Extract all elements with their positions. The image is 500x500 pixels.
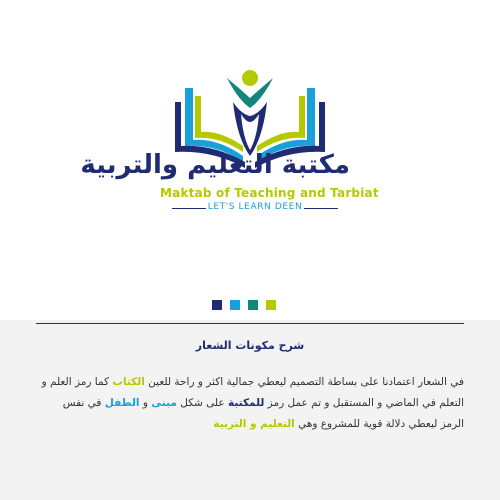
section-heading: شرح مكونات الشعار: [195, 339, 305, 352]
logo-tagline-row: [170, 202, 340, 216]
para-seg1: في الشعار اعتمادنا على بساطة التصميم ليعطي جمالية اكثر و راحة للعين: [144, 376, 464, 388]
logo-tagline: LET'S LEARN DEEN: [207, 202, 303, 212]
para-seg3: على شكل: [176, 397, 228, 409]
swatch-navy: [212, 300, 222, 310]
logo-arabic-title: مكتبة التعليم والتربية: [80, 150, 350, 180]
para-seg4: و: [139, 397, 152, 409]
para-seg5: في نفس الرمز ليعطي دلالة قوية للمشروع وهي: [62, 397, 464, 430]
logo-english-title: Maktab of Teaching and Tarbiat: [160, 186, 379, 200]
swatch-blue: [230, 300, 240, 310]
kw-child: الطفل: [104, 397, 140, 409]
section-divider: [36, 323, 464, 324]
kw-building: مبنى: [151, 397, 177, 409]
description-paragraph: [40, 372, 464, 435]
kw-teaching: التعليم و التربية: [213, 418, 295, 430]
swatch-teal: [248, 300, 258, 310]
para-seg2: كما رمز العلم و التعلم في الماضي و المستقبل و تم عمل رمز: [41, 376, 464, 409]
tagline-right-rule: [304, 208, 338, 209]
kw-book: الكتاب: [112, 376, 145, 388]
kw-library: للمكتبة: [228, 397, 265, 409]
swatch-lime: [266, 300, 276, 310]
